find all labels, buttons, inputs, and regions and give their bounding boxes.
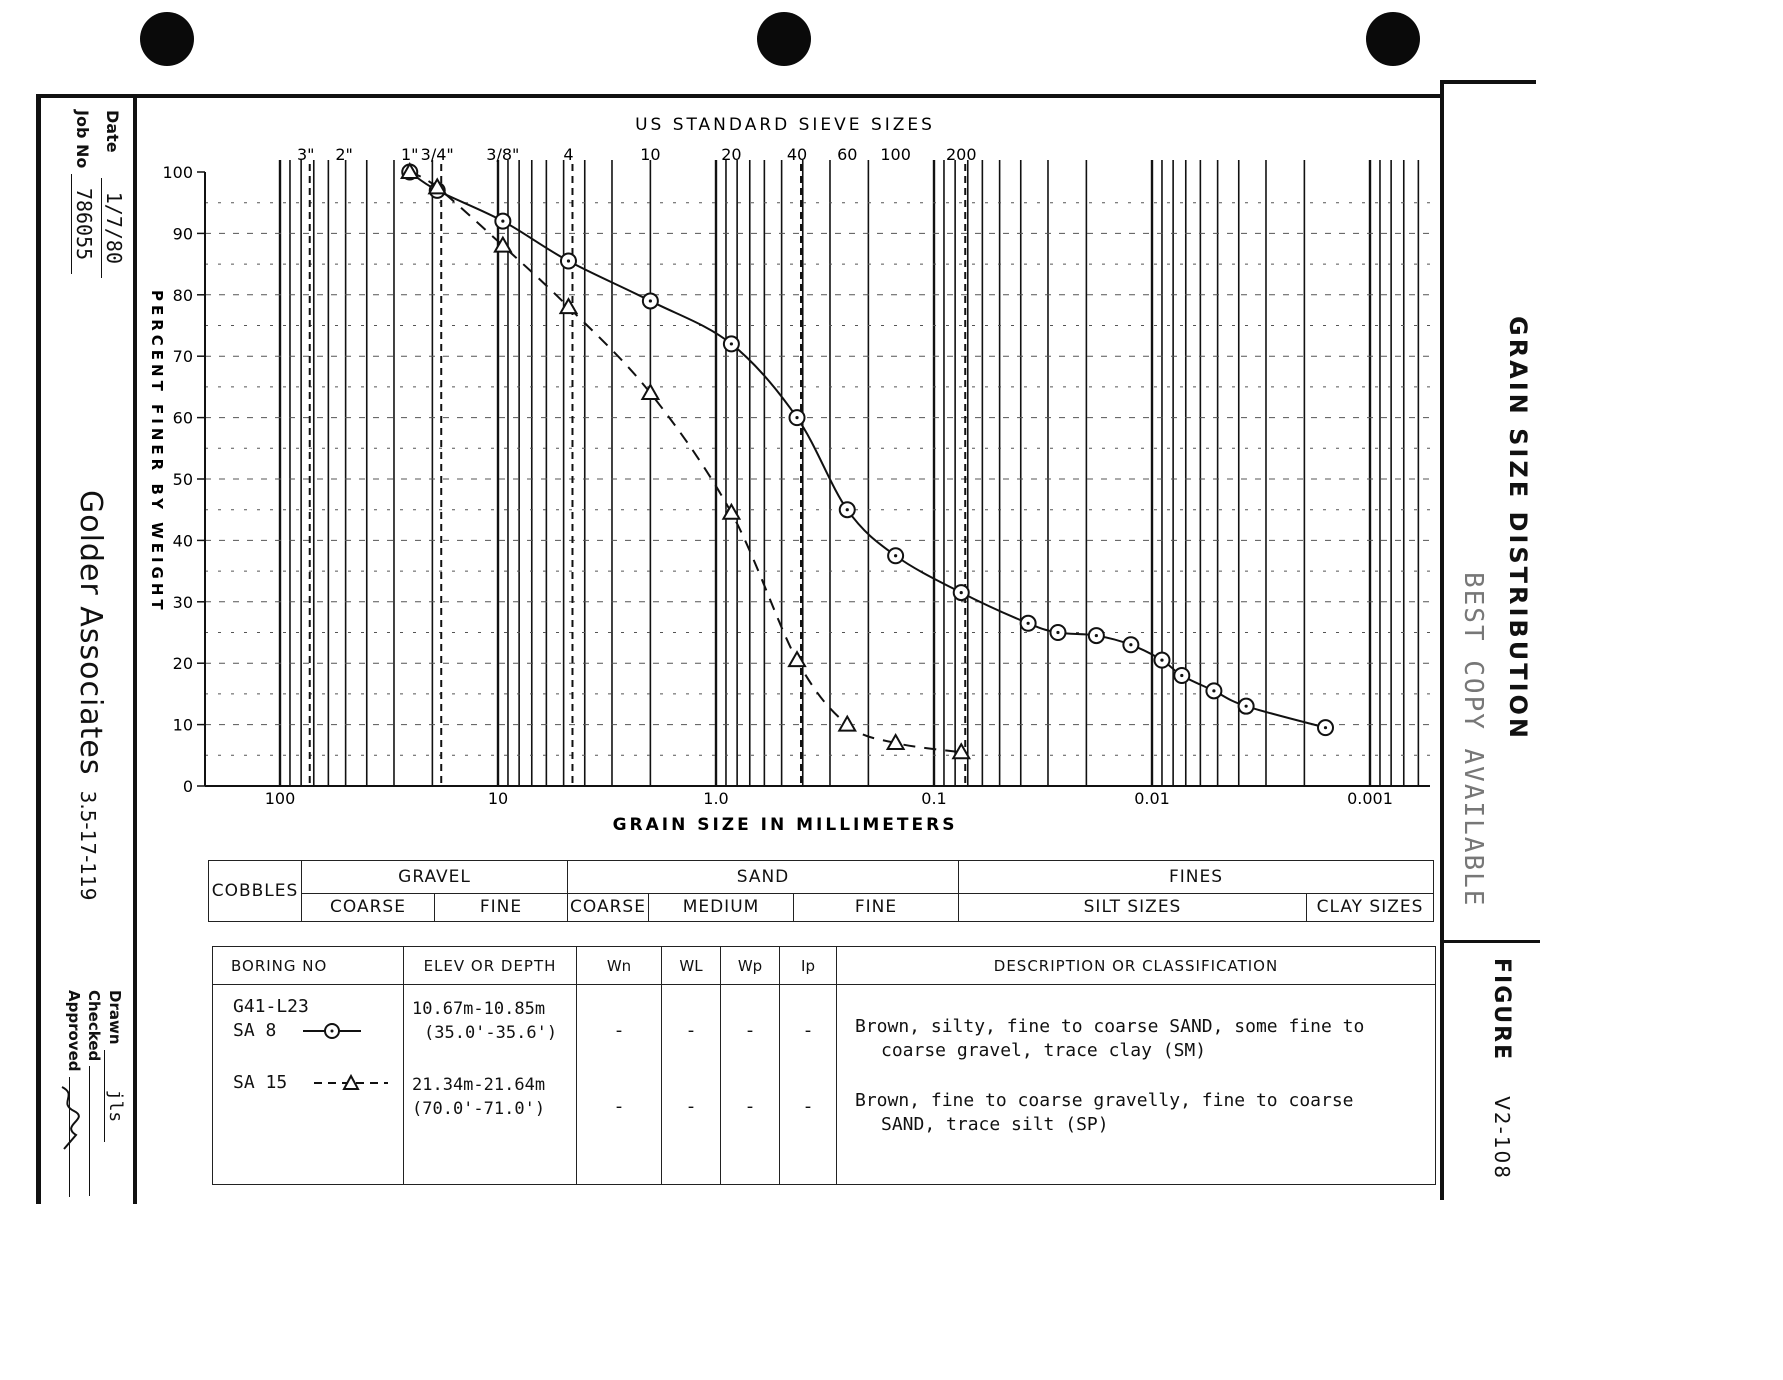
- wl-row2: -: [687, 1096, 695, 1117]
- circle-data-point-center: [730, 342, 733, 345]
- job-value: 786055: [71, 174, 96, 274]
- circle-data-point-center: [1212, 689, 1215, 692]
- approved-label: Approved: [65, 990, 83, 1072]
- triangle-series-line: [410, 172, 961, 752]
- y-tick-label: 10: [172, 715, 193, 735]
- sieve-label: 200: [945, 145, 977, 164]
- gravel-coarse-cell: COARSE: [302, 893, 435, 921]
- circle-data-point-center: [1180, 674, 1183, 677]
- boring-header: BORING NO: [213, 947, 404, 985]
- y-tick-label: 50: [172, 470, 193, 489]
- wn-row1: -: [615, 1020, 623, 1041]
- x-tick-label: 100: [264, 789, 296, 808]
- circle-data-point-center: [846, 508, 849, 511]
- circle-data-point-center: [501, 220, 504, 223]
- wl-cell: [662, 985, 721, 1185]
- y-tick-label: 20: [172, 654, 193, 674]
- silt-cell: SILT SIZES: [959, 893, 1307, 921]
- sieve-label: 40: [786, 145, 808, 164]
- x-tick-label: 0.01: [1134, 789, 1170, 808]
- circle-data-point-center: [1129, 643, 1132, 646]
- sieve-label: 3/8": [486, 145, 520, 164]
- sieve-lines: [297, 145, 977, 786]
- circle-data-point-center: [1056, 631, 1059, 634]
- sand-coarse-cell: COARSE: [568, 893, 649, 921]
- drawn-label: Drawn: [106, 990, 124, 1045]
- samples-table: [212, 946, 1436, 1185]
- boring-row1-line1: G41-L23: [233, 996, 309, 1017]
- ip-cell: [780, 985, 837, 1185]
- side-title: GRAIN SIZE DISTRIBUTION: [1504, 316, 1532, 741]
- wn-row2: -: [615, 1096, 623, 1117]
- wp-row1: -: [746, 1020, 754, 1041]
- job-label: Job No: [73, 110, 92, 169]
- classification-table: [208, 860, 1434, 922]
- ip-row2: -: [804, 1096, 812, 1117]
- y-tick-label: 100: [162, 163, 193, 182]
- wn-header: Wn: [577, 947, 662, 985]
- gravel-cell: GRAVEL: [302, 861, 568, 894]
- chart-title: US STANDARD SIEVE SIZES: [635, 115, 935, 135]
- checked-label: Checked: [85, 990, 103, 1062]
- drawn-value: jls: [104, 1050, 126, 1143]
- sieve-label: 60: [837, 145, 858, 164]
- boring-row2-line2: SA 15: [233, 1072, 288, 1093]
- wp-row2: -: [746, 1096, 754, 1117]
- sieve-label: 100: [880, 145, 911, 164]
- y-tick-label: 70: [172, 347, 193, 367]
- y-tick-label: 80: [172, 285, 193, 305]
- triangle-data-point: [839, 717, 855, 731]
- wn-cell: [577, 985, 662, 1185]
- sand-cell: SAND: [568, 861, 959, 894]
- sand-fine-cell: FINE: [794, 893, 959, 921]
- elev-cell: [404, 985, 577, 1185]
- circle-legend-icon: [301, 1021, 363, 1041]
- ip-header: Ip: [780, 947, 837, 985]
- triangle-legend-icon: [312, 1073, 390, 1093]
- y-tick-label: 40: [172, 531, 193, 551]
- desc-header: DESCRIPTION OR CLASSIFICATION: [837, 947, 1436, 985]
- x-tick-label: 0.1: [921, 789, 947, 808]
- y-axis-label: PERCENT FINER BY WEIGHT: [148, 290, 166, 614]
- boring-cell: [213, 985, 404, 1185]
- circle-data-point-center: [1245, 705, 1248, 708]
- y-tick-label: 30: [172, 592, 193, 612]
- x-tick-label: 10: [487, 789, 509, 808]
- x-tick-label: 1.0: [703, 789, 729, 808]
- date-label: Date: [103, 110, 122, 153]
- company-code: 3.5-17-119: [76, 790, 100, 901]
- wp-header: Wp: [721, 947, 780, 985]
- desc-row1-line2: coarse gravel, trace clay (SM): [881, 1040, 1207, 1061]
- elev-row1-line2: (35.0'-35.6'): [424, 1023, 558, 1043]
- figure-number: V2-108: [1490, 1096, 1514, 1180]
- sieve-label: 10: [640, 145, 661, 164]
- elev-header: ELEV OR DEPTH: [404, 947, 577, 985]
- circle-data-point-center: [1324, 726, 1327, 729]
- desc-row2-line2: SAND, trace silt (SP): [881, 1114, 1109, 1135]
- fines-cell: FINES: [959, 861, 1434, 894]
- circle-data-point-center: [960, 591, 963, 594]
- sieve-label: 2": [335, 145, 353, 164]
- company-name: Golder Associates: [73, 490, 108, 776]
- x-axis-label: GRAIN SIZE IN MILLIMETERS: [612, 815, 958, 835]
- circle-data-point-center: [1027, 622, 1030, 625]
- elev-row2-line2: (70.0'-71.0'): [412, 1099, 546, 1119]
- sand-medium-cell: MEDIUM: [649, 893, 794, 921]
- circle-data-point-center: [795, 416, 798, 419]
- clay-cell: CLAY SIZES: [1307, 893, 1434, 921]
- chart-series: [402, 164, 1333, 758]
- desc-row2-line1: Brown, fine to coarse gravelly, fine to coarse: [855, 1090, 1354, 1111]
- gravel-fine-cell: FINE: [435, 893, 568, 921]
- cobbles-cell: COBBLES: [209, 861, 302, 922]
- y-tick-label: 0: [182, 777, 193, 796]
- sieve-label: 1": [400, 145, 419, 164]
- y-tick-label: 90: [172, 224, 193, 244]
- circle-data-point-center: [894, 554, 897, 557]
- circle-data-point-center: [567, 259, 570, 262]
- circle-data-point-center: [1095, 634, 1098, 637]
- wp-cell: [721, 985, 780, 1185]
- table-row: [213, 985, 1436, 1185]
- desc-cell: [837, 985, 1436, 1185]
- sieve-label: 20: [721, 145, 742, 164]
- wl-row1: -: [687, 1020, 695, 1041]
- circle-data-point-center: [649, 299, 652, 302]
- best-copy-stamp: BEST COPY AVAILABLE: [1458, 572, 1488, 908]
- elev-row2-line1: 21.34m-21.64m: [412, 1075, 546, 1095]
- boring-row1-line2: SA 8: [233, 1020, 277, 1041]
- y-tick-label: 60: [172, 408, 193, 428]
- sieve-label: 3/4": [420, 145, 454, 164]
- figure-label: FIGURE: [1489, 958, 1514, 1062]
- sieve-label: 3": [296, 145, 315, 164]
- desc-row1-line1: Brown, silty, fine to coarse SAND, some fine to: [855, 1016, 1365, 1037]
- date-value: 1/7/80: [101, 178, 126, 278]
- elev-row1-line1: 10.67m-10.85m: [412, 999, 546, 1019]
- x-tick-label: 0.001: [1347, 789, 1393, 808]
- ip-row1: -: [804, 1020, 812, 1041]
- wl-header: WL: [662, 947, 721, 985]
- sieve-label: 4: [563, 145, 574, 164]
- circle-data-point-center: [1160, 659, 1163, 662]
